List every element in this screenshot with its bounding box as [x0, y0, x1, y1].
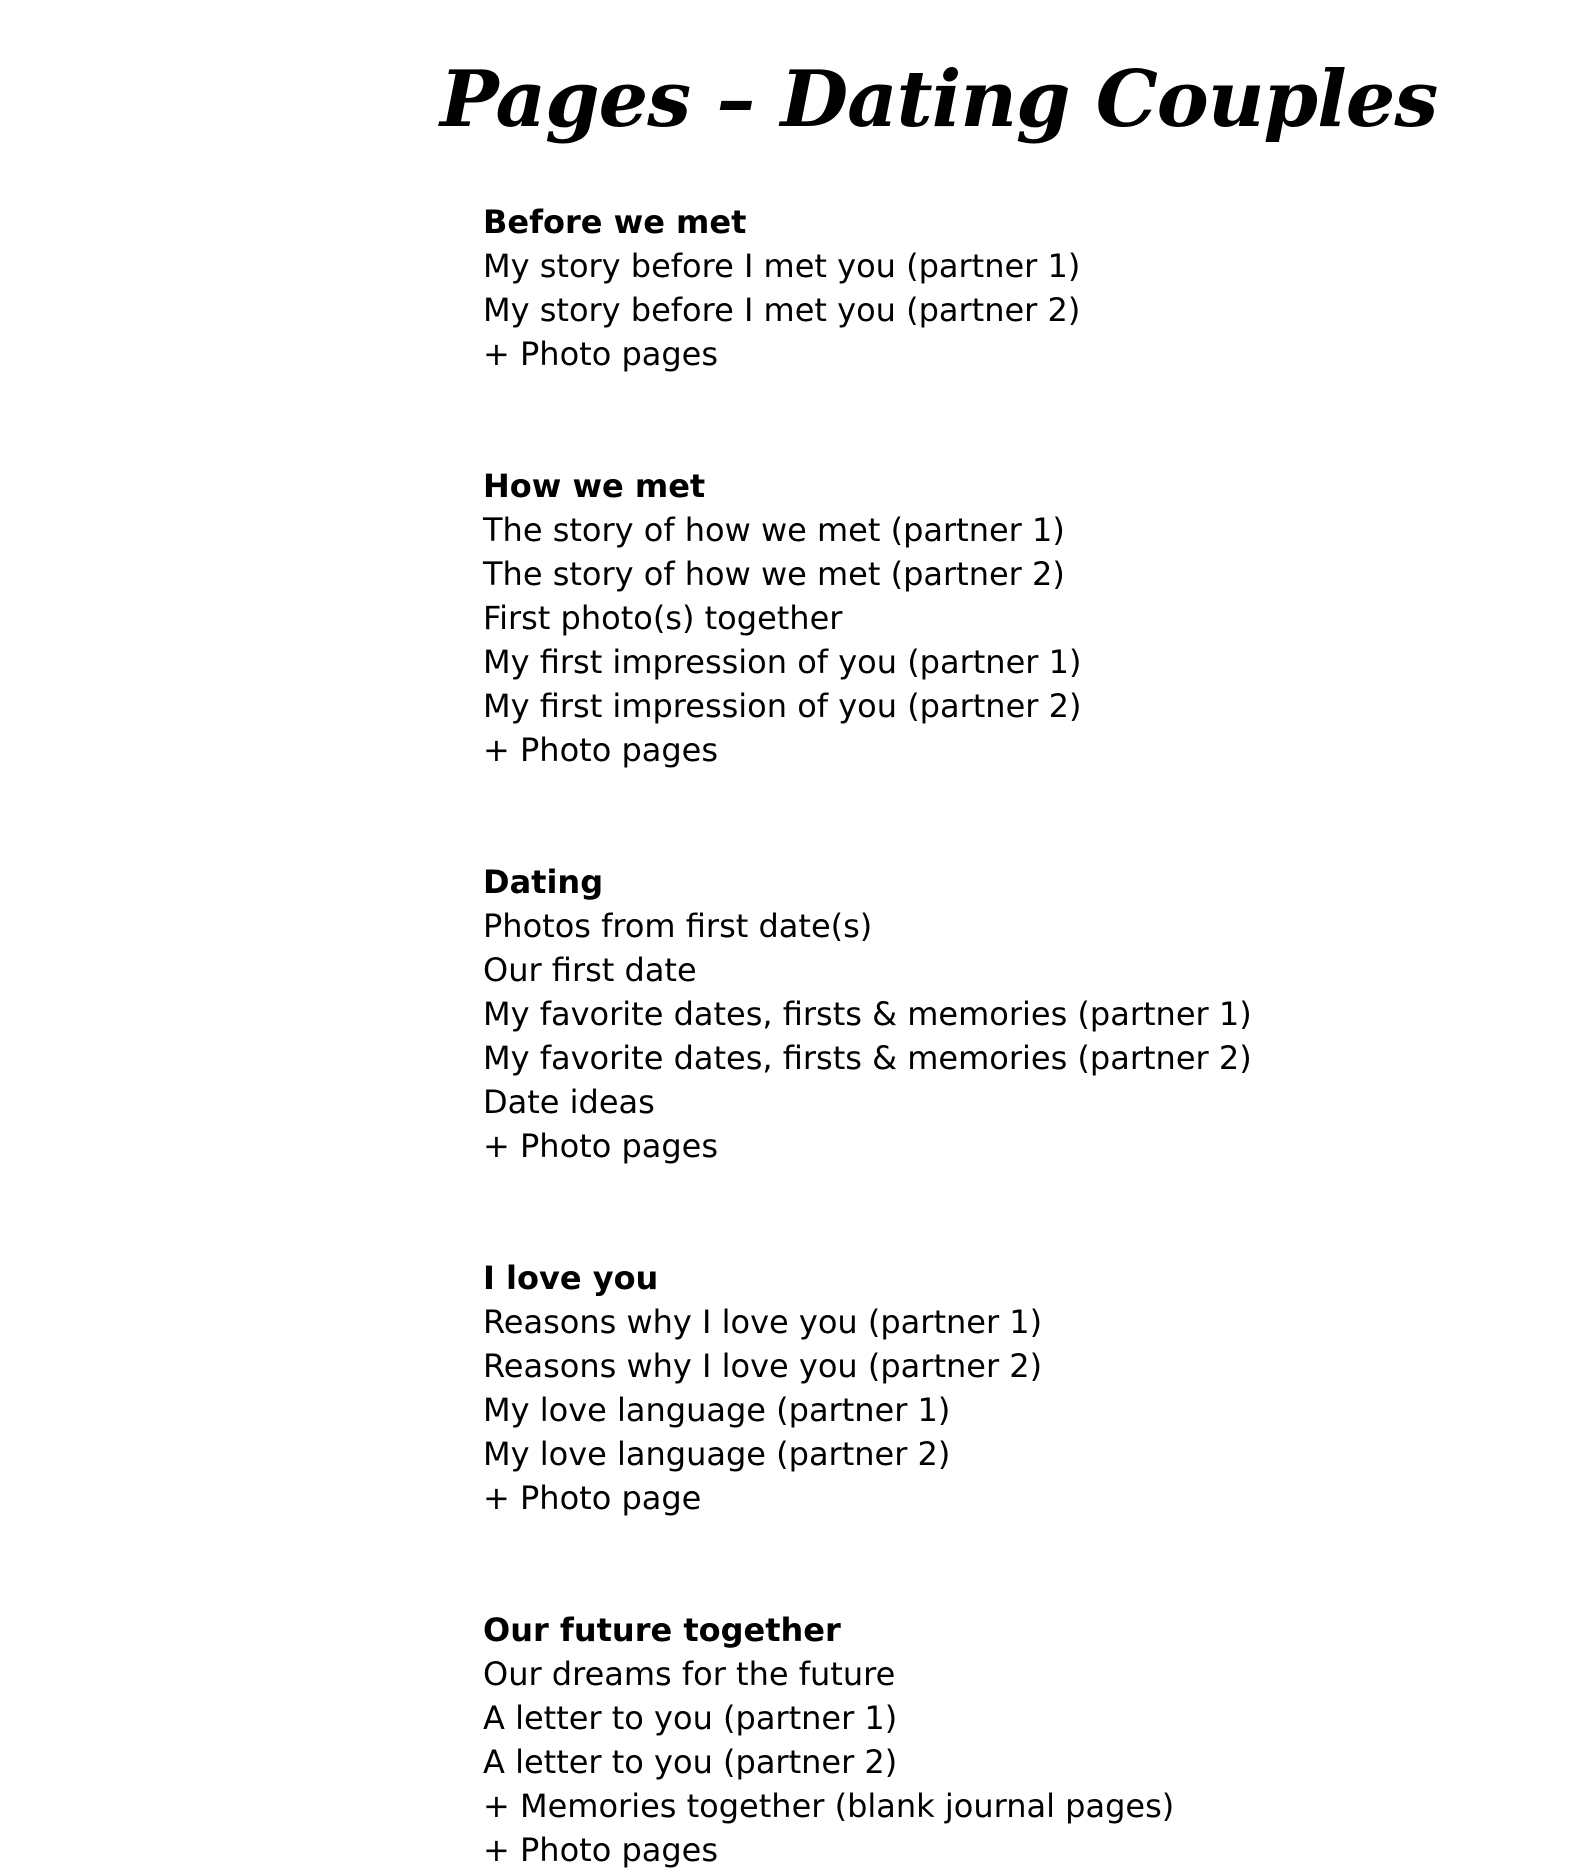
- section-dating: [483, 860, 1483, 1168]
- list-item: A letter to you (partner 1): [483, 1699, 898, 1737]
- list-item: My love language (partner 2): [483, 1435, 951, 1473]
- list-item: Reasons why I love you (partner 2): [483, 1347, 1043, 1385]
- list-item: My story before I met you (partner 1): [483, 247, 1081, 285]
- list-item: + Memories together (blank journal pages): [483, 1787, 1175, 1825]
- list-item: Date ideas: [483, 1083, 655, 1121]
- section-heading: How we met: [483, 467, 706, 505]
- section-i-love-you: [483, 1256, 1483, 1520]
- section-heading: I love you: [483, 1259, 659, 1297]
- list-item: + Photo pages: [483, 1127, 719, 1165]
- list-item: My first impression of you (partner 1): [483, 643, 1082, 681]
- list-item: + Photo page: [483, 1479, 702, 1517]
- list-item: Our first date: [483, 951, 697, 989]
- list-item: + Photo pages: [483, 731, 719, 769]
- list-item: + Photo pages: [483, 1831, 719, 1869]
- list-item: A letter to you (partner 2): [483, 1743, 898, 1781]
- list-item: My favorite dates, firsts & memories (partner 2): [483, 1039, 1252, 1077]
- list-item: My first impression of you (partner 2): [483, 687, 1082, 725]
- page-list: [483, 200, 1483, 1872]
- list-item: Reasons why I love you (partner 1): [483, 1303, 1043, 1341]
- section-heading: Dating: [483, 863, 604, 901]
- list-item: The story of how we met (partner 2): [483, 555, 1065, 593]
- list-item: My favorite dates, firsts & memories (partner 1): [483, 995, 1252, 1033]
- section-how-we-met: [483, 464, 1483, 772]
- list-item: My love language (partner 1): [483, 1391, 951, 1429]
- page-title: Pages – Dating Couples: [440, 54, 1438, 145]
- list-item: Photos from first date(s): [483, 907, 873, 945]
- section-before-we-met: [483, 200, 1483, 376]
- list-item: My story before I met you (partner 2): [483, 291, 1081, 329]
- section-heading: Before we met: [483, 203, 747, 241]
- list-item: Our dreams for the future: [483, 1655, 896, 1693]
- list-item: The story of how we met (partner 1): [483, 511, 1065, 549]
- list-item: First photo(s) together: [483, 599, 843, 637]
- section-heading: Our future together: [483, 1611, 841, 1649]
- list-item: + Photo pages: [483, 335, 719, 373]
- section-our-future-together: [483, 1608, 1483, 1872]
